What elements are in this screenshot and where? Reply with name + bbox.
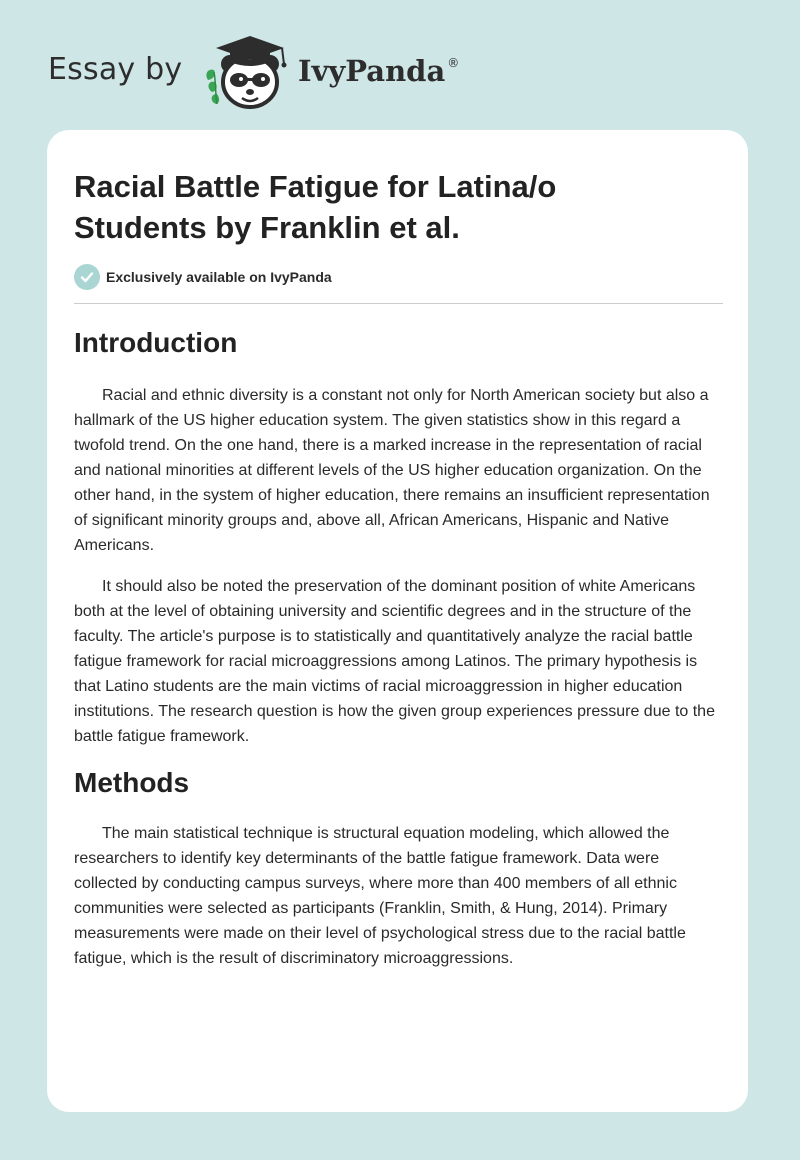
brand-name[interactable]: IvyPanda ® — [298, 54, 460, 88]
section-heading-methods: Methods — [74, 767, 190, 798]
badge-label: Exclusively available on IvyPanda — [106, 269, 332, 285]
section-heading-introduction: Introduction — [74, 327, 238, 358]
paragraph: Racial and ethnic diversity is a constant not only for North American society but also a hallmark of the US higher education system. The given statistics show in this regard a twofold trend. On the one hand, there is a marked increase in the representation of racial and national minorities at different levels of the US higher education organization. On the other hand, in the system of higher education, there remains an insufficient representation of significant minority groups and, above all, African Americans, Hispanic and Native Americans. — [74, 387, 710, 554]
page-title: Racial Battle Fatigue for Latina/o Students by Franklin et al. — [74, 169, 557, 245]
registered-mark: ® — [447, 56, 460, 70]
exclusive-badge — [74, 264, 332, 290]
title-divider — [74, 303, 723, 304]
graduation-panda-icon[interactable] — [202, 30, 294, 112]
essay-card — [47, 130, 748, 1112]
paragraph: It should also be noted the preservation of the dominant position of white Americans both at the level of obtaining university and scientific degrees and in the structure of the faculty. The article's purpose is to statistically and quantitatively analyze the racial battle fatigue framework for racial microaggressions among Latinos. The primary hypothesis is that Latino students are the main victims of racial microaggression in higher education institutions. The research question is how the given group experiences pressure due to the battle fatigue framework. — [74, 578, 715, 745]
paragraph: The main statistical technique is structural equation modeling, which allowed the researchers to identify key determinants of the battle fatigue framework. Data were collected by conducting campus surveys, where more than 400 members of all ethnic communities were selected as participants (Franklin, Smith, & Hung, 2014). Primary measurements were made on their level of psychological stress due to the racial battle fatigue, which is the result of discriminatory microaggressions. — [74, 825, 686, 967]
check-circle-icon — [74, 264, 100, 290]
essay-body — [74, 325, 725, 987]
site-header — [48, 30, 468, 112]
essay-by-label: Essay by — [48, 52, 183, 87]
